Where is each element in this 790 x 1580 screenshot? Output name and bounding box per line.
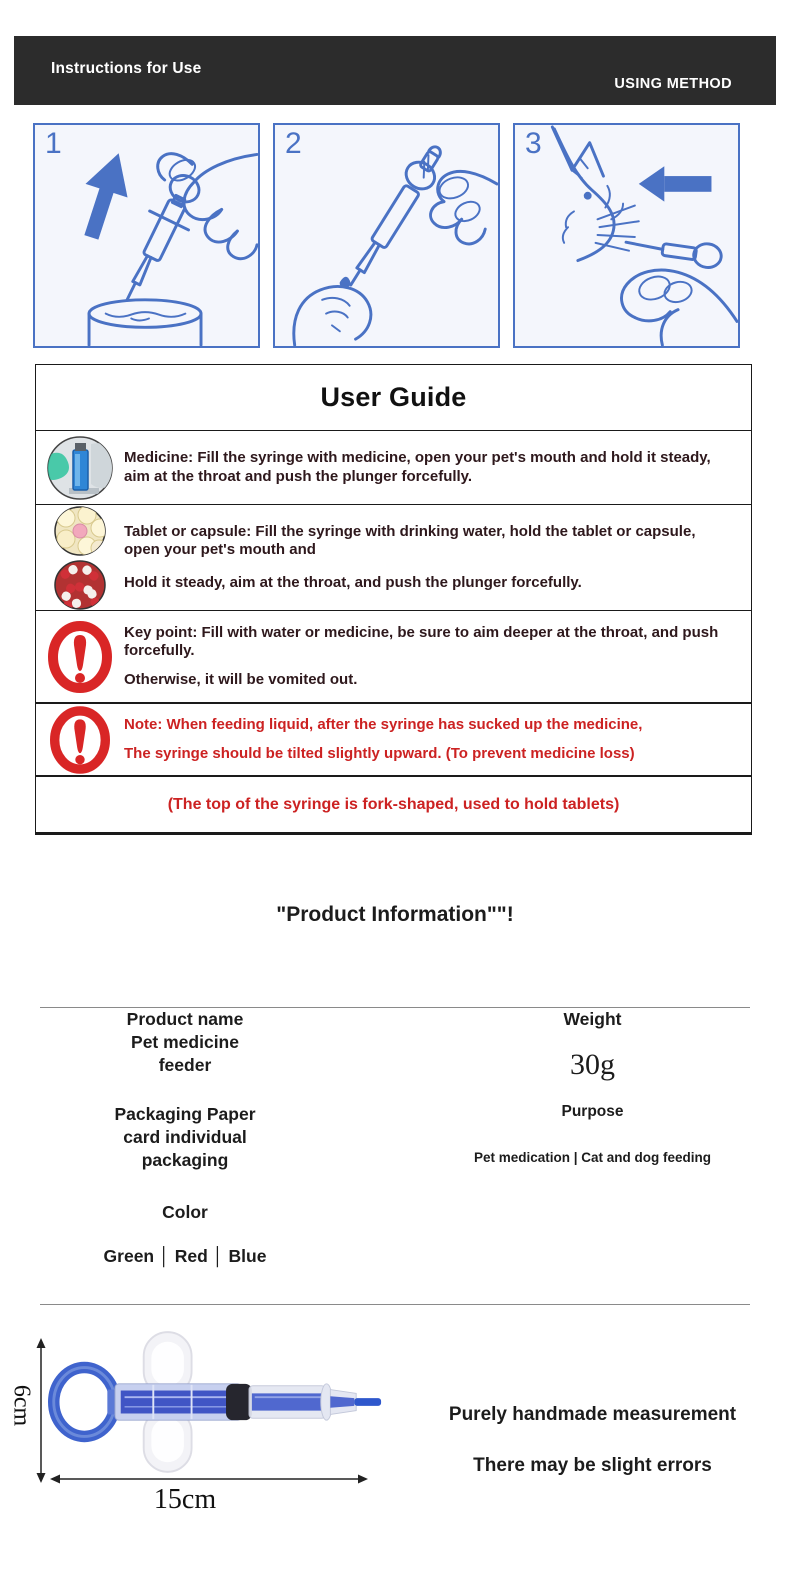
- weight-value: 30g: [570, 1048, 615, 1081]
- product-name-label: Product name: [126, 1009, 244, 1029]
- feeding-cat-illustration: [515, 125, 738, 346]
- color-values: Green │ Red │ Blue: [103, 1246, 267, 1266]
- user-guide-title: User Guide: [36, 365, 751, 431]
- guide-text: Hold it steady, aim at the throat, and push the plunger forcefully.: [124, 573, 582, 591]
- product-name-block: [60, 1008, 310, 1077]
- panel-number: 1: [45, 127, 62, 160]
- syringe-in-cup-illustration: [35, 125, 258, 346]
- weight-label: Weight: [563, 1009, 622, 1029]
- instruction-panel-3: [513, 123, 740, 348]
- capsules-icon: [54, 560, 106, 610]
- panel-number: 2: [285, 127, 302, 160]
- guide-row-keypoint: [36, 610, 751, 702]
- guide-text: (The top of the syringe is fork-shaped, used to hold tablets): [167, 795, 620, 813]
- warning-icon: [50, 706, 110, 774]
- packaging-line: Packaging Paper: [114, 1104, 256, 1124]
- packaging-line: packaging: [141, 1150, 229, 1170]
- guide-row-tablet: [36, 504, 751, 610]
- width-dimension-label: 15cm: [153, 1484, 217, 1515]
- instruction-panel-2: [273, 123, 500, 348]
- product-name-value: feeder: [158, 1055, 212, 1075]
- guide-text: Otherwise, it will be vomited out.: [124, 670, 358, 688]
- divider-bottom: [40, 1304, 750, 1305]
- instruction-panel-1: [33, 123, 260, 348]
- guide-text: The syringe should be tilted slightly upward. (To prevent medicine loss): [124, 744, 635, 762]
- header-bar: [14, 36, 776, 105]
- guide-text: Medicine: Fill the syringe with medicine, open your pet's mouth and hold it steady, aim at the throat and push the plunger forcefully.: [124, 449, 711, 485]
- guide-text: Key point: Fill with water or medicine, be sure to aim deeper at the throat, and push forcefully.: [124, 624, 719, 660]
- hands-holding-syringe-illustration: [275, 125, 498, 346]
- tablets-icon: [54, 506, 106, 556]
- product-info-heading: "Product Information""!: [276, 903, 514, 926]
- packaging-block: [60, 1103, 310, 1172]
- guide-row-note: [36, 702, 751, 777]
- measurement-note-line2: There may be slight errors: [473, 1455, 712, 1476]
- color-label: Color: [162, 1202, 208, 1222]
- purpose-label: Purpose: [561, 1103, 624, 1120]
- guide-row-medicine: [36, 431, 751, 504]
- purpose-value: Pet medication | Cat and dog feeding: [473, 1150, 712, 1165]
- medicine-bottle-icon: [47, 436, 113, 500]
- instruction-panels: [33, 123, 757, 348]
- height-dimension-arrow: [32, 1338, 50, 1483]
- warning-icon: [48, 621, 112, 693]
- header-title: Instructions for Use: [51, 60, 202, 77]
- guide-row-fork-note: [36, 777, 751, 832]
- guide-text: Tablet or capsule: Fill the syringe with drinking water, hold the tablet or capsule, open your pet's mouth and: [124, 523, 696, 559]
- header-subtitle: USING METHOD: [614, 76, 732, 92]
- guide-text: Note: When feeding liquid, after the syringe has sucked up the medicine,: [124, 716, 643, 734]
- syringe-product-photo: [48, 1330, 383, 1474]
- packaging-line: card individual: [123, 1127, 247, 1147]
- panel-number: 3: [525, 127, 542, 160]
- product-name-value: Pet medicine: [131, 1032, 239, 1052]
- height-dimension-label: 6cm: [8, 1384, 35, 1427]
- user-guide-table: [35, 364, 752, 835]
- measurement-note-line1: Purely handmade measurement: [448, 1404, 737, 1425]
